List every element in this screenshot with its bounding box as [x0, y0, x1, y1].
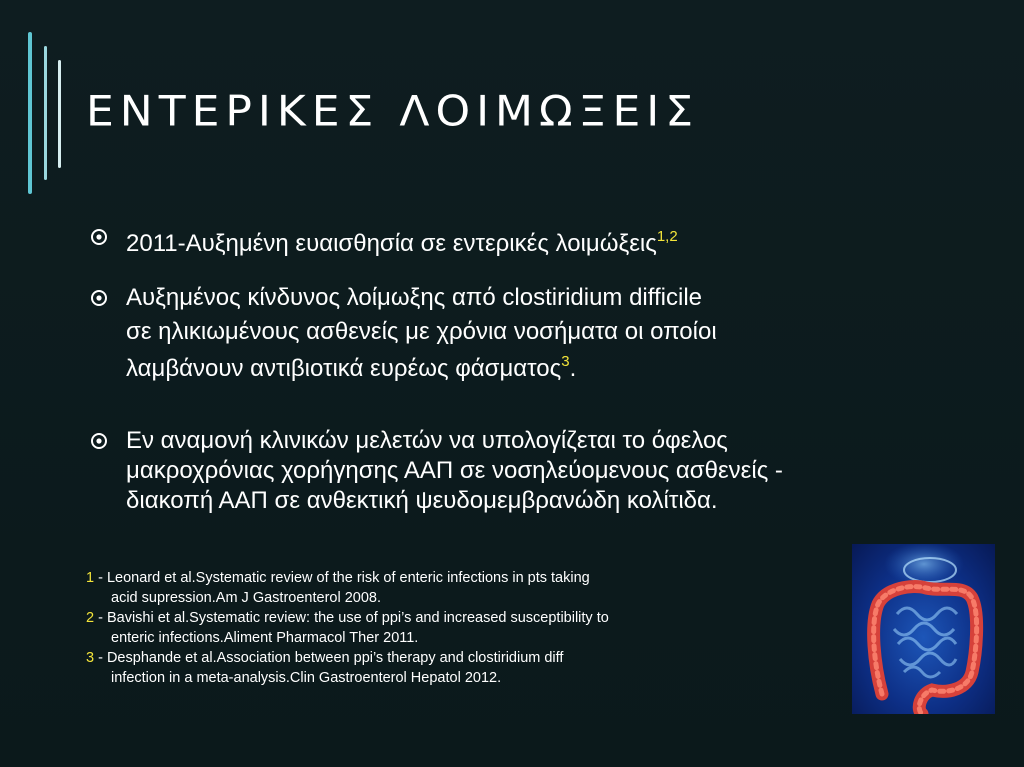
accent-bar — [44, 46, 47, 180]
bullet-item — [90, 426, 970, 516]
reference-line: 1 - Leonard et al.Systematic review of the risk of enteric infections in pts taking — [86, 570, 590, 586]
references — [86, 568, 786, 688]
superscript-reference: 3 — [561, 353, 570, 370]
accent-bar — [58, 60, 61, 168]
reference-number: 3 — [86, 650, 95, 666]
circled-dot-icon — [90, 228, 108, 246]
intestine-illustration — [852, 544, 995, 714]
bullet-list — [90, 222, 970, 540]
circled-dot-icon — [90, 289, 108, 307]
reference-line: 2 - Bavishi et al.Systematic review: the use of ppi’s and increased susceptibility to — [86, 610, 609, 626]
reference-number: 1 — [86, 570, 95, 586]
accent-bar — [28, 32, 32, 194]
reference-line: infection in a meta-analysis.Clin Gastroenterol Hepatol 2012. — [111, 670, 502, 686]
bullet-item — [90, 222, 970, 259]
bullet-text: μακροχρόνιας χορήγησης ΑΑΠ σε νοσηλεύομενους ασθενείς - — [126, 457, 783, 484]
bullet-text: διακοπή ΑΑΠ σε ανθεκτική ψευδομεμβρανώδη κολίτιδα. — [126, 487, 718, 514]
reference-line: enteric infections.Aliment Pharmacol Ther 2011. — [111, 630, 419, 646]
bullet-text: λαμβάνουν αντιβιοτικά ευρέως φάσματος$^3$. — [126, 353, 577, 382]
superscript-reference: 1,2 — [656, 228, 678, 245]
reference-line: acid supression.Am J Gastroenterol 2008. — [111, 590, 381, 606]
bullet-text: 2011-Αυξημένη ευαισθησία σε εντερικές λοιμώξεις$^{1,2}$ — [126, 228, 678, 257]
bullet-text: Εν αναμονή κλινικών μελετών να υπολογίζεται το όφελος — [126, 427, 728, 454]
bullet-text: σε ηλικιωμένους ασθενείς με χρόνια νοσήματα οι οποίοι — [126, 318, 717, 345]
reference-number: 2 — [86, 610, 95, 626]
bullet-text: Αυξημένος κίνδυνος λοίμωξης από clostiridium difficile — [126, 284, 703, 311]
circled-dot-icon — [90, 432, 108, 450]
slide-title: ΕΝΤΕΡΙΚΕΣ ΛΟΙΜΩΞΕΙΣ — [86, 87, 700, 136]
reference-line: 3 - Desphande et al.Association between ppi’s therapy and clostiridium diff — [86, 650, 564, 666]
bullet-item — [90, 283, 970, 384]
